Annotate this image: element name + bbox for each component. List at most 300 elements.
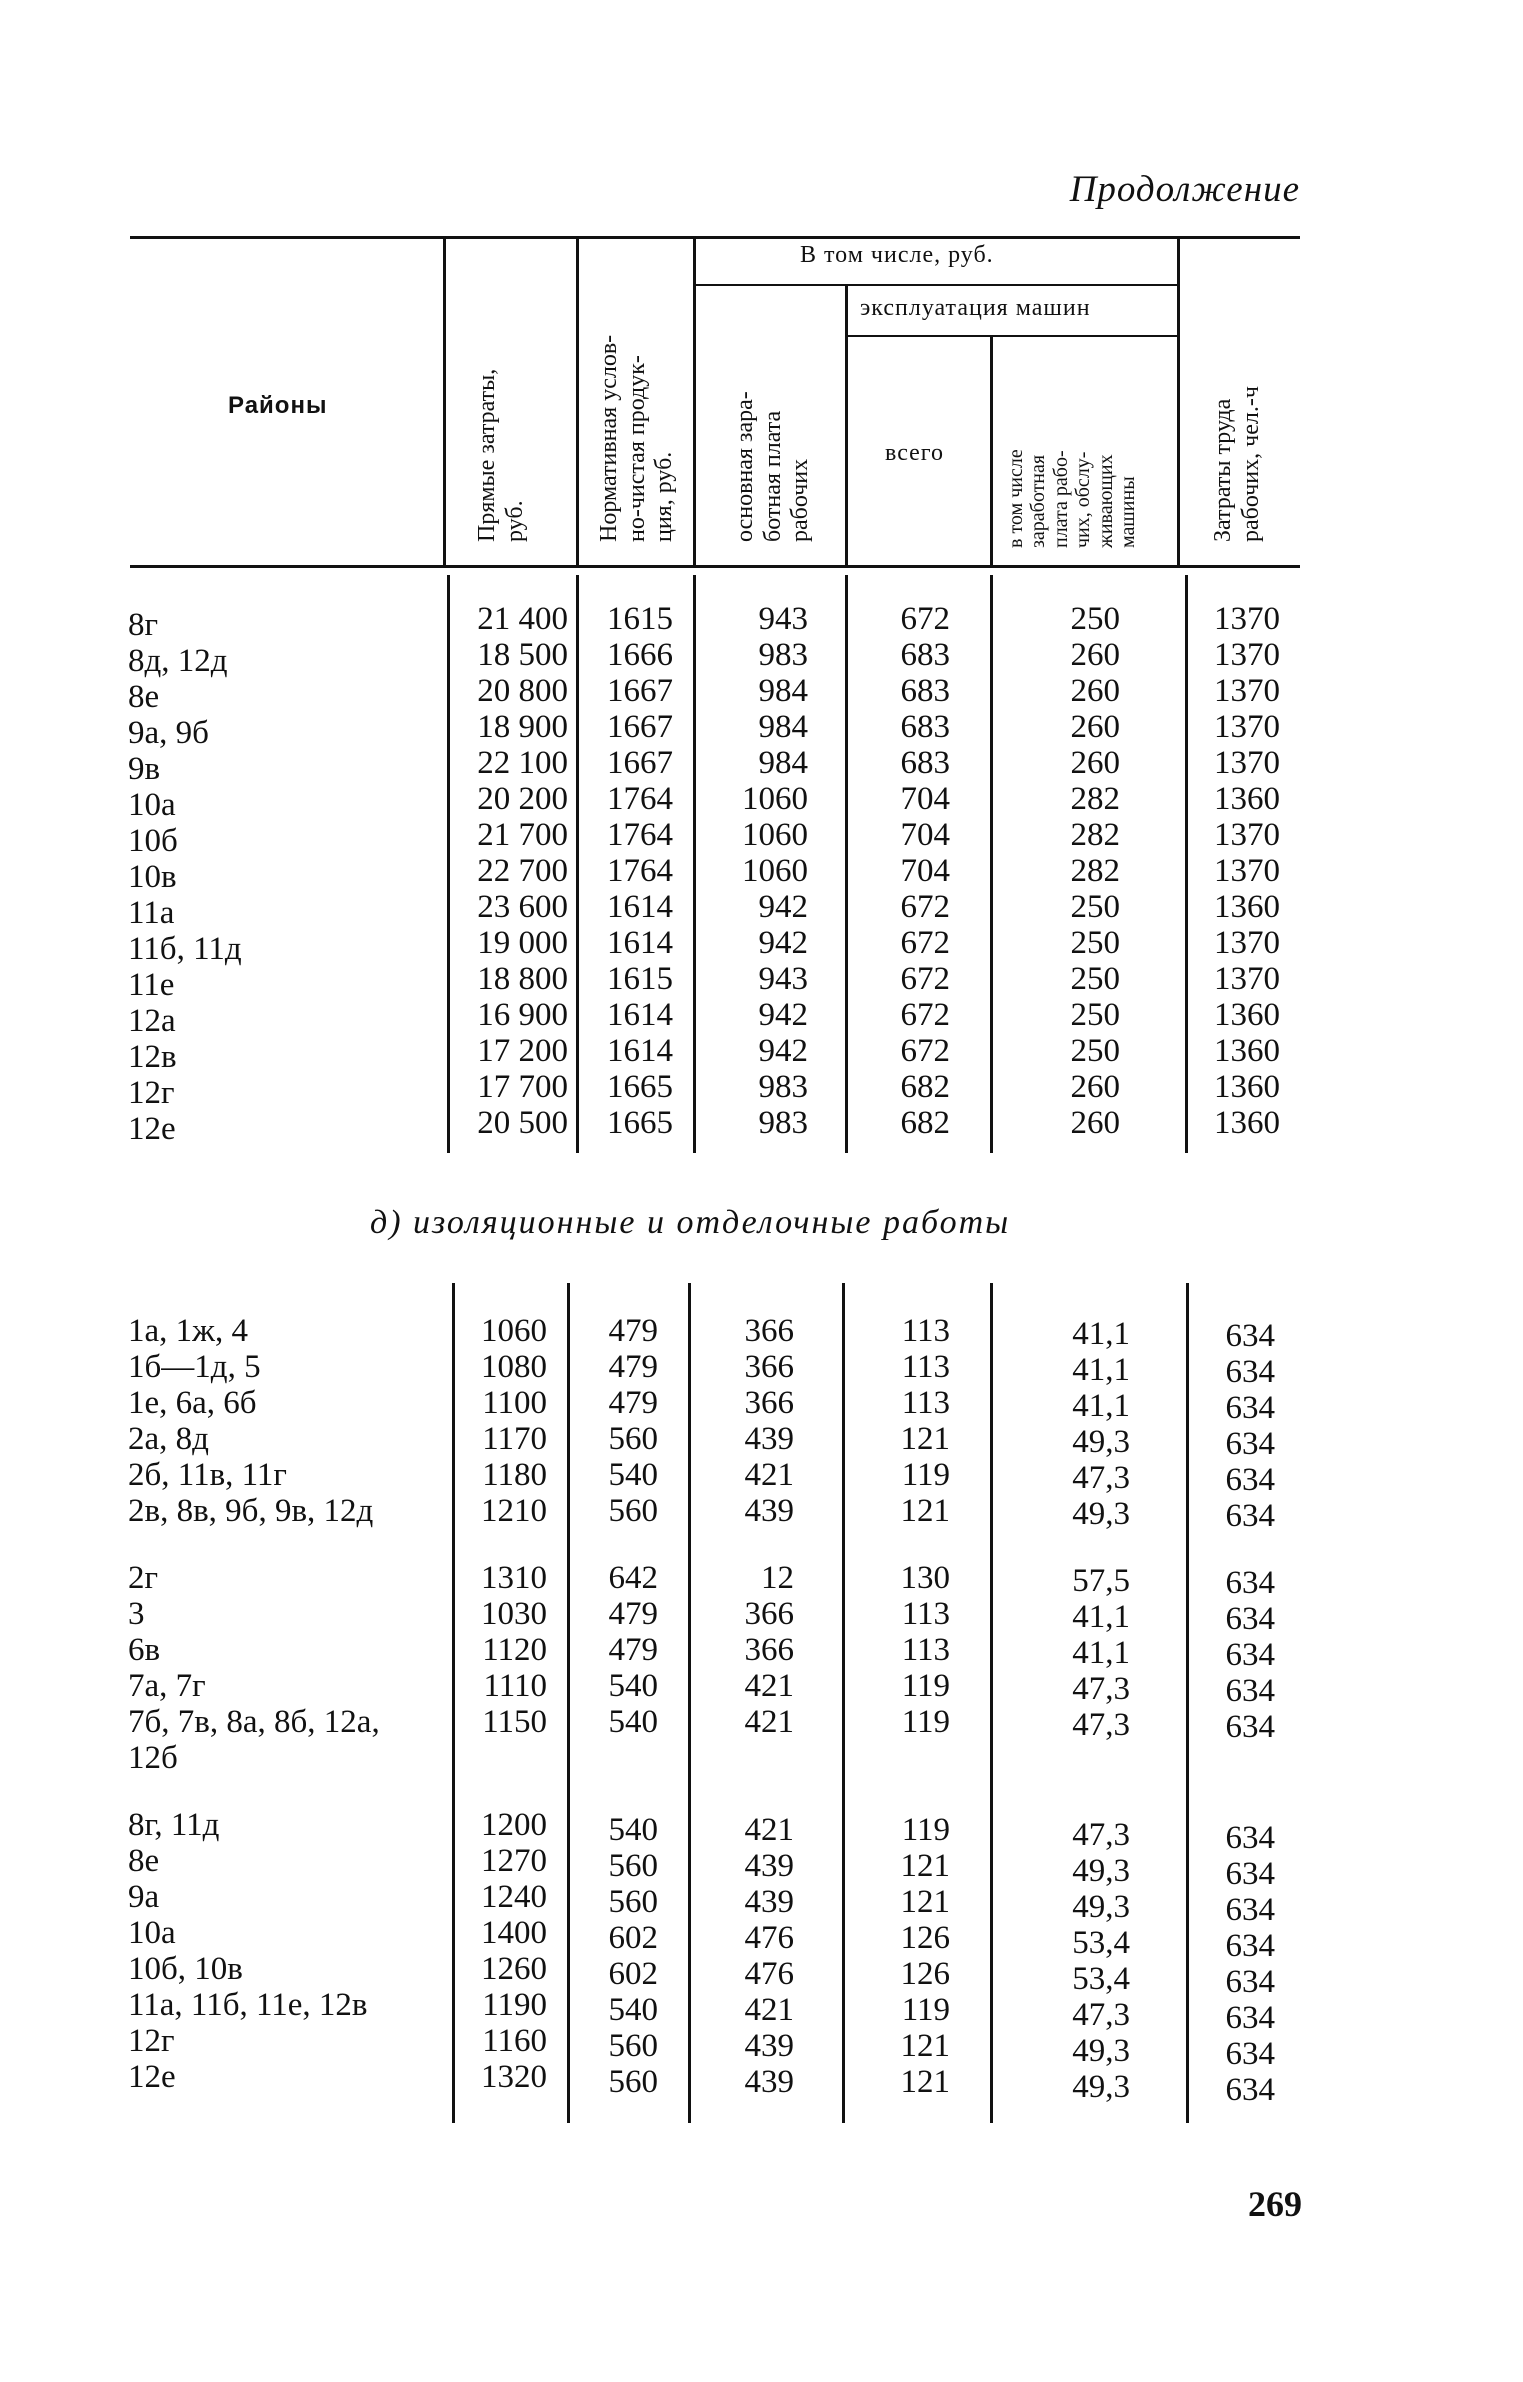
header-line: руб. xyxy=(501,500,528,542)
body-divider xyxy=(693,575,696,1153)
table-cell: 21 400 xyxy=(477,601,568,637)
table-cell: 1370 xyxy=(1214,673,1280,709)
table-cell: 1400 xyxy=(481,1915,547,1951)
table-cell: 560 xyxy=(608,2064,658,2100)
table-cell: 421 xyxy=(744,1812,794,1848)
table-cell: 1030 xyxy=(481,1596,547,1632)
table-cell: 479 xyxy=(608,1313,658,1349)
group2-labor xyxy=(1190,1565,1275,1781)
table-cell: 983 xyxy=(758,1069,808,1105)
table-cell: 1614 xyxy=(607,889,673,925)
table-cell: 10в xyxy=(128,859,177,895)
body-divider xyxy=(845,575,848,1153)
table-cell: 634 xyxy=(1225,2036,1275,2072)
table-cell: 943 xyxy=(758,601,808,637)
continuation-label: Продолжение xyxy=(1069,169,1300,210)
header-line: в том числе xyxy=(1005,449,1027,548)
table-cell: 1360 xyxy=(1214,997,1280,1033)
table-cell: 121 xyxy=(900,1421,950,1457)
table-cell: 683 xyxy=(900,709,950,745)
table-cell: 672 xyxy=(900,601,950,637)
table-cell: 560 xyxy=(608,1848,658,1884)
table-cell: 49,3 xyxy=(1072,1853,1130,1889)
body-divider xyxy=(990,575,993,1153)
table-cell: 121 xyxy=(900,1493,950,1529)
table-cell xyxy=(995,1743,1130,1779)
top-base-wage xyxy=(700,601,808,1141)
table-cell: 1370 xyxy=(1214,709,1280,745)
group1-labor xyxy=(1190,1318,1275,1534)
table-cell: 20 500 xyxy=(477,1105,568,1141)
table-cell: 9в xyxy=(128,751,161,787)
table-cell: 18 900 xyxy=(477,709,568,745)
table-cell: 20 200 xyxy=(477,781,568,817)
header-machine-operation: эксплуатация машин xyxy=(860,295,1091,321)
table-cell: 1614 xyxy=(607,1033,673,1069)
bottom-divider xyxy=(688,1283,691,2123)
table-cell: 21 700 xyxy=(477,817,568,853)
table-cell: 683 xyxy=(900,673,950,709)
table-cell: 260 xyxy=(1070,1069,1120,1105)
header-line: рабочих, чел.-ч xyxy=(1237,386,1264,542)
table-cell: 1060 xyxy=(742,817,808,853)
table-cell: 560 xyxy=(608,1493,658,1529)
header-line: живающих xyxy=(1094,454,1117,548)
table-cell: 250 xyxy=(1070,997,1120,1033)
table-cell: 439 xyxy=(744,1493,794,1529)
header-divider xyxy=(845,286,848,566)
top-districts xyxy=(128,607,242,1147)
table-cell: 1764 xyxy=(607,817,673,853)
table-cell: 17 200 xyxy=(477,1033,568,1069)
table-cell: 2г xyxy=(128,1560,159,1596)
table-cell: 10а xyxy=(128,1915,176,1951)
table-cell: 1260 xyxy=(481,1951,547,1987)
table-cell: 41,1 xyxy=(1072,1352,1130,1388)
table-cell: 642 xyxy=(608,1560,658,1596)
table-cell: 1060 xyxy=(742,781,808,817)
table-cell xyxy=(845,1740,950,1776)
table-cell: 12е xyxy=(128,1111,176,1147)
table-cell: 1150 xyxy=(482,1704,547,1740)
table-cell: 704 xyxy=(900,853,950,889)
table-cell: 53,4 xyxy=(1072,1925,1130,1961)
group2-base-wage xyxy=(692,1560,794,1776)
table-cell: 942 xyxy=(758,1033,808,1069)
table-cell xyxy=(570,1740,658,1776)
header-total: всего xyxy=(885,440,945,466)
table-cell: 2в, 8в, 9б, 9в, 12д xyxy=(128,1493,374,1529)
table-cell: 672 xyxy=(900,925,950,961)
table-cell: 682 xyxy=(900,1105,950,1141)
table-cell: 7а, 7г xyxy=(128,1668,206,1704)
table-cell: 282 xyxy=(1070,817,1120,853)
table-cell: 672 xyxy=(900,1033,950,1069)
table-cell: 6в xyxy=(128,1632,161,1668)
table-cell: 130 xyxy=(900,1560,950,1596)
table-cell: 1190 xyxy=(482,1987,547,2023)
section-title: д) изоляционные и отделочные работы xyxy=(370,1204,1011,1241)
table-cell: 1а, 1ж, 4 xyxy=(128,1313,248,1349)
header-district: Районы xyxy=(228,392,328,419)
group3-direct-costs xyxy=(455,1807,547,2095)
table-cell: 20 800 xyxy=(477,673,568,709)
table-cell: 560 xyxy=(608,1421,658,1457)
table-cell: 2а, 8д xyxy=(128,1421,209,1457)
table-cell: 10б, 10в xyxy=(128,1951,243,1987)
table-cell: 11а, 11б, 11е, 12в xyxy=(128,1987,368,2023)
table-cell: 704 xyxy=(900,817,950,853)
table-cell: 1370 xyxy=(1214,637,1280,673)
table-cell: 634 xyxy=(1225,1709,1275,1745)
table-cell: 49,3 xyxy=(1072,1889,1130,1925)
table-cell: 1764 xyxy=(607,853,673,889)
table-cell: 1240 xyxy=(481,1879,547,1915)
top-normative xyxy=(580,601,673,1141)
top-labor xyxy=(1190,601,1280,1141)
table-cell: 113 xyxy=(901,1596,950,1632)
table-cell: 57,5 xyxy=(1072,1563,1130,1599)
header-direct-costs xyxy=(474,369,529,542)
table-cell: 683 xyxy=(900,637,950,673)
table-cell: 260 xyxy=(1070,637,1120,673)
group3-incl-wage xyxy=(995,1817,1130,2105)
table-cell: 12б xyxy=(128,1740,178,1776)
table-cell: 1667 xyxy=(607,745,673,781)
table-cell: 1370 xyxy=(1214,961,1280,997)
table-cell: 540 xyxy=(608,1457,658,1493)
table-cell: 49,3 xyxy=(1072,2069,1130,2105)
table-cell: 1764 xyxy=(607,781,673,817)
table-cell: 41,1 xyxy=(1072,1635,1130,1671)
table-cell: 421 xyxy=(744,1668,794,1704)
table-cell: 260 xyxy=(1070,709,1120,745)
table-cell: 11а xyxy=(128,895,175,931)
table-cell: 602 xyxy=(608,1956,658,1992)
table-cell: 1е, 6а, 6б xyxy=(128,1385,257,1421)
table-cell: 41,1 xyxy=(1072,1599,1130,1635)
table-cell: 8г, 11д xyxy=(128,1807,220,1843)
table-cell: 113 xyxy=(901,1632,950,1668)
table-cell: 119 xyxy=(901,1457,950,1493)
table-cell: 421 xyxy=(744,1457,794,1493)
table-cell: 1180 xyxy=(482,1457,547,1493)
header-line: Прямые затраты, xyxy=(474,368,500,542)
table-cell: 17 700 xyxy=(477,1069,568,1105)
table-cell: 9а, 9б xyxy=(128,715,209,751)
table-cell: 3 xyxy=(128,1596,145,1632)
group3-base-wage xyxy=(692,1812,794,2100)
table-cell: 8е xyxy=(128,679,160,715)
table-cell: 672 xyxy=(900,889,950,925)
header-line: рабочих xyxy=(787,458,814,542)
table-cell: 1614 xyxy=(607,925,673,961)
table-cell: 479 xyxy=(608,1596,658,1632)
table-cell xyxy=(1190,1745,1275,1781)
table-cell: 9а xyxy=(128,1879,160,1915)
header-line: заработная xyxy=(1027,454,1050,548)
table-cell: 682 xyxy=(900,1069,950,1105)
table-cell: 250 xyxy=(1070,601,1120,637)
table-cell: 119 xyxy=(901,1668,950,1704)
table-cell: 1614 xyxy=(607,997,673,1033)
table-cell: 1370 xyxy=(1214,745,1280,781)
group1-machine-total xyxy=(845,1313,950,1529)
table-cell: 1667 xyxy=(607,673,673,709)
table-cell: 634 xyxy=(1225,1390,1275,1426)
table-cell: 366 xyxy=(744,1385,794,1421)
table-cell: 1320 xyxy=(481,2059,547,2095)
header-normative xyxy=(596,335,679,542)
table-cell: 19 000 xyxy=(477,925,568,961)
table-cell: 366 xyxy=(744,1596,794,1632)
table-cell: 16 900 xyxy=(477,997,568,1033)
table-cell: 439 xyxy=(744,1884,794,1920)
table-cell: 126 xyxy=(900,1956,950,1992)
table-cell: 1120 xyxy=(482,1632,547,1668)
table-cell: 113 xyxy=(901,1385,950,1421)
table-cell: 1170 xyxy=(482,1421,547,1457)
page-number: 269 xyxy=(1248,2184,1302,2224)
table-cell: 47,3 xyxy=(1072,1817,1130,1853)
table-cell: 634 xyxy=(1225,1964,1275,2000)
table-cell: 1060 xyxy=(742,853,808,889)
table-cell: 634 xyxy=(1225,1601,1275,1637)
table-cell: 23 600 xyxy=(477,889,568,925)
including-underline xyxy=(693,284,1177,286)
table-cell: 602 xyxy=(608,1920,658,1956)
table-cell: 1370 xyxy=(1214,853,1280,889)
table-cell: 560 xyxy=(608,2028,658,2064)
table-cell: 119 xyxy=(901,1812,950,1848)
table-cell: 366 xyxy=(744,1313,794,1349)
header-incl-wage xyxy=(1005,449,1139,548)
header-line: Нормативная услов- xyxy=(596,334,622,542)
table-cell: 1665 xyxy=(607,1069,673,1105)
table-cell: 10а xyxy=(128,787,176,823)
table-cell: 250 xyxy=(1070,925,1120,961)
table-cell: 1370 xyxy=(1214,817,1280,853)
table-cell: 1100 xyxy=(482,1385,547,1421)
header-divider xyxy=(990,337,993,566)
group2-normative xyxy=(570,1560,658,1776)
table-cell: 942 xyxy=(758,997,808,1033)
body-divider xyxy=(576,575,579,1153)
header-labor xyxy=(1210,386,1265,542)
table-cell: 12г xyxy=(128,1075,175,1111)
header-divider xyxy=(693,236,696,566)
top-direct-costs xyxy=(450,601,568,1141)
top-incl-wage xyxy=(995,601,1120,1141)
group2-direct-costs xyxy=(455,1560,547,1776)
table-cell: 121 xyxy=(900,1884,950,1920)
table-cell: 1360 xyxy=(1214,1069,1280,1105)
table-cell xyxy=(692,1740,794,1776)
table-cell: 8д, 12д xyxy=(128,643,228,679)
table-cell: 22 700 xyxy=(477,853,568,889)
table-cell: 47,3 xyxy=(1072,1671,1130,1707)
table-cell: 634 xyxy=(1225,1462,1275,1498)
table-cell: 1360 xyxy=(1214,889,1280,925)
table-cell: 683 xyxy=(900,745,950,781)
table-cell: 1б—1д, 5 xyxy=(128,1349,261,1385)
table-cell: 1360 xyxy=(1214,1105,1280,1141)
table-cell: 1370 xyxy=(1214,925,1280,961)
table-cell: 634 xyxy=(1225,1565,1275,1601)
header-line: основная зара- xyxy=(732,391,758,542)
table-cell: 983 xyxy=(758,1105,808,1141)
machine-underline xyxy=(845,335,1177,337)
table-cell: 634 xyxy=(1225,1637,1275,1673)
table-cell: 540 xyxy=(608,1992,658,2028)
table-cell: 49,3 xyxy=(1072,1496,1130,1532)
table-cell: 1615 xyxy=(607,961,673,997)
header-bottom-rule xyxy=(130,565,1300,568)
table-cell: 47,3 xyxy=(1072,1460,1130,1496)
table-cell: 250 xyxy=(1070,961,1120,997)
table-cell: 10б xyxy=(128,823,178,859)
table-cell: 421 xyxy=(744,1992,794,2028)
group1-direct-costs xyxy=(455,1313,547,1529)
table-cell: 1665 xyxy=(607,1105,673,1141)
table-cell: 1667 xyxy=(607,709,673,745)
table-cell: 1270 xyxy=(481,1843,547,1879)
table-cell: 672 xyxy=(900,961,950,997)
table-cell: 260 xyxy=(1070,745,1120,781)
table-cell: 49,3 xyxy=(1072,2033,1130,2069)
table-cell: 540 xyxy=(608,1704,658,1740)
table-cell: 983 xyxy=(758,637,808,673)
table-cell: 540 xyxy=(608,1812,658,1848)
header-line: но-чистая продук- xyxy=(623,355,650,542)
table-cell: 8г xyxy=(128,607,159,643)
header-divider xyxy=(1177,236,1180,566)
table-cell: 439 xyxy=(744,1421,794,1457)
group1-districts xyxy=(128,1313,373,1529)
table-cell: 12г xyxy=(128,2023,175,2059)
header-line: машины xyxy=(1116,476,1139,548)
table-cell: 634 xyxy=(1225,1354,1275,1390)
table-cell: 1360 xyxy=(1214,1033,1280,1069)
bottom-divider xyxy=(990,1283,993,2123)
table-cell: 1160 xyxy=(482,2023,547,2059)
table-cell: 47,3 xyxy=(1072,1707,1130,1743)
table-cell: 479 xyxy=(608,1385,658,1421)
table-cell: 984 xyxy=(758,709,808,745)
table-cell: 634 xyxy=(1225,1318,1275,1354)
table-cell: 1110 xyxy=(483,1668,547,1704)
table-cell: 126 xyxy=(900,1920,950,1956)
top-machine-total xyxy=(850,601,950,1141)
table-cell: 11е xyxy=(128,967,175,1003)
table-cell: 11б, 11д xyxy=(128,931,242,967)
table-cell: 1080 xyxy=(481,1349,547,1385)
table-cell: 12а xyxy=(128,1003,176,1039)
table-cell: 634 xyxy=(1225,1892,1275,1928)
table-cell: 704 xyxy=(900,781,950,817)
table-cell: 984 xyxy=(758,745,808,781)
table-cell: 282 xyxy=(1070,853,1120,889)
table-cell: 49,3 xyxy=(1072,1424,1130,1460)
table-cell: 1200 xyxy=(481,1807,547,1843)
table-cell: 1310 xyxy=(481,1560,547,1596)
table-cell: 12е xyxy=(128,2059,176,2095)
table-cell: 121 xyxy=(900,2064,950,2100)
table-cell: 634 xyxy=(1225,2072,1275,2108)
table-cell: 121 xyxy=(900,1848,950,1884)
table-cell: 366 xyxy=(744,1349,794,1385)
table-top-rule xyxy=(130,236,1300,239)
header-line: Затраты труда xyxy=(1210,398,1236,542)
table-cell: 634 xyxy=(1225,1856,1275,1892)
table-cell: 634 xyxy=(1225,2000,1275,2036)
group2-machine-total xyxy=(845,1560,950,1776)
table-cell: 12 xyxy=(761,1560,794,1596)
table-cell: 121 xyxy=(900,2028,950,2064)
group3-labor xyxy=(1190,1820,1275,2108)
table-cell: 119 xyxy=(901,1704,950,1740)
header-line: чих, обслу- xyxy=(1072,451,1095,548)
table-cell: 1210 xyxy=(481,1493,547,1529)
table-cell: 12в xyxy=(128,1039,177,1075)
table-cell: 41,1 xyxy=(1072,1388,1130,1424)
table-cell: 41,1 xyxy=(1072,1316,1130,1352)
group2-districts xyxy=(128,1560,380,1776)
table-cell: 634 xyxy=(1225,1498,1275,1534)
table-cell: 1360 xyxy=(1214,781,1280,817)
table-cell: 942 xyxy=(758,925,808,961)
table-cell xyxy=(455,1740,547,1776)
header-including: В том числе, руб. xyxy=(800,242,994,268)
bottom-divider xyxy=(1186,1283,1189,2123)
table-cell: 366 xyxy=(744,1632,794,1668)
table-cell: 8е xyxy=(128,1843,160,1879)
table-cell: 113 xyxy=(901,1349,950,1385)
table-cell: 634 xyxy=(1225,1426,1275,1462)
table-cell: 479 xyxy=(608,1632,658,1668)
group3-normative xyxy=(570,1812,658,2100)
header-line: плата рабо- xyxy=(1049,450,1072,548)
table-cell: 634 xyxy=(1225,1820,1275,1856)
group3-machine-total xyxy=(845,1812,950,2100)
table-cell: 1615 xyxy=(607,601,673,637)
table-cell: 18 500 xyxy=(477,637,568,673)
table-cell: 634 xyxy=(1225,1928,1275,1964)
table-cell: 47,3 xyxy=(1072,1997,1130,2033)
group3-districts xyxy=(128,1807,368,2095)
table-cell: 1370 xyxy=(1214,601,1280,637)
table-cell: 250 xyxy=(1070,889,1120,925)
table-cell: 18 800 xyxy=(477,961,568,997)
table-cell: 476 xyxy=(744,1920,794,1956)
table-cell: 250 xyxy=(1070,1033,1120,1069)
header-line: ция, руб. xyxy=(651,451,678,542)
table-cell: 984 xyxy=(758,673,808,709)
group1-base-wage xyxy=(692,1313,794,1529)
table-cell: 560 xyxy=(608,1884,658,1920)
header-divider xyxy=(576,236,579,566)
table-cell: 439 xyxy=(744,2028,794,2064)
table-cell: 260 xyxy=(1070,1105,1120,1141)
table-cell: 942 xyxy=(758,889,808,925)
table-cell: 7б, 7в, 8а, 8б, 12а, xyxy=(128,1704,380,1740)
table-cell: 479 xyxy=(608,1349,658,1385)
table-cell: 439 xyxy=(744,1848,794,1884)
table-cell: 1060 xyxy=(481,1313,547,1349)
table-cell: 22 100 xyxy=(477,745,568,781)
table-cell: 2б, 11в, 11г xyxy=(128,1457,287,1493)
table-cell: 476 xyxy=(744,1956,794,1992)
